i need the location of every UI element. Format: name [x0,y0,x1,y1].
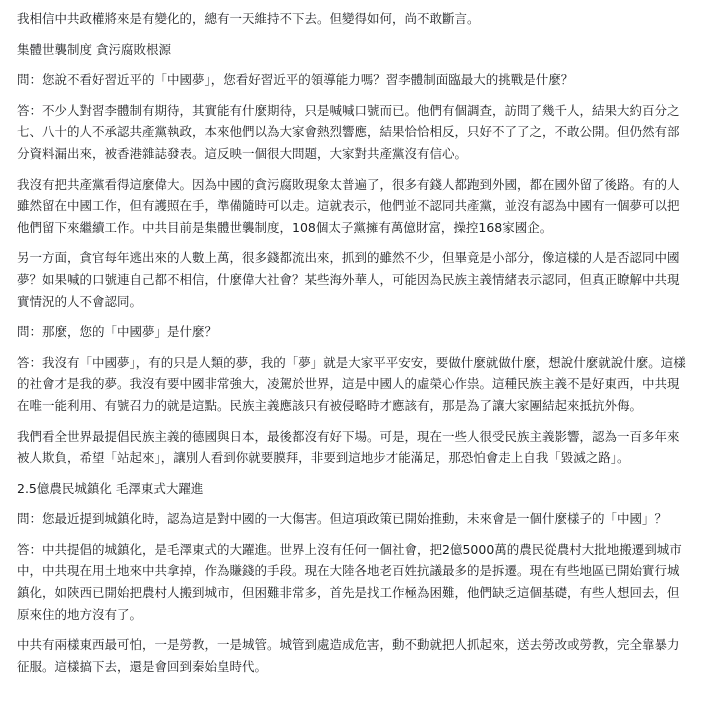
question-paragraph: 問：您最近提到城鎮化時，認為這是對中國的一大傷害。但這項政策已開始推動，未來會是一個什麼樣子的「中國」？ [17,511,668,527]
answer-paragraph: 答：不少人對習李體制有期待，其實能有什麼期待，只是喊喊口號而已。他們有個調查，訪問了幾千人，結果大約百分之七、八十的人不承認共產黨執政，本來他們以為大家會熱烈響應，結果恰恰相反，只好不了了之，不敢公開。但仍然有部分資料漏出來，被香港雜誌發表。這反映一個很大問題，大家對共產黨沒有信心。 [17,102,680,161]
question-paragraph: 問：您說不看好習近平的「中國夢」，您看好習近平的領導能力嗎？習李體制面臨最大的挑戰是什麼？ [17,72,574,88]
body-paragraph: 我沒有把共產黨看得這麼偉大。因為中國的貪污腐敗現象太普遍了，很多有錢人都跑到外國，都在國外留了後路。有的人雖然留在中國工作，但有護照在手，準備隨時可以走。這就表示，他們並不認同共產黨，並沒有認為中國有一個夢可以把他們留下來繼續工作。中共目前是集體世襲制度，108個太子黨擁有萬億財富，操控168家國企。 [17,176,680,235]
section-heading-urbanization: 2.5億農民城鎮化 毛澤東式大躍進 [17,480,204,496]
paragraph-intro: 我相信中共政權將來是有變化的，總有一天維持不下去。但變得如何，尚不敢斷言。 [17,11,480,26]
answer-paragraph: 答：中共提倡的城鎮化，是毛澤東式的大躍進。世界上沒有任何一個社會，把2億5000萬的農民從農村大批地搬遷到城市中，中共現在用土地來中共拿掉，作為賺錢的手段。現在大陸各地老百姓抗議最多的是拆遷。現在有些地區已開始實行城鎮化，如陝西已開始把農村人搬到城市，但困難非常多，首先是找工作極為困難，他們缺乏這個基礎，有些人想回去，但原來住的地方沒有了。 [17,541,682,622]
question-paragraph: 問：那麼，您的「中國夢」是什麼？ [17,324,218,340]
body-paragraph: 中共有兩樣東西最可怕，一是勞教，一是城管。城管到處造成危害，動不動就把人抓起來，送去勞改或勞教，完全靠暴力征服。這樣搞下去，還是會回到秦始皇時代。 [17,637,680,674]
body-paragraph: 另一方面，貪官每年逃出來的人數上萬，很多錢都流出來，抓到的雖然不少，但畢竟是小部分，像這樣的人是否認同中國夢？如果喊的口號連自己都不相信，什麼偉大社會？某些海外華人，可能因為民族主義情緒表示認同，但真正瞭解中共現實情況的人不會認同。 [17,250,680,309]
section-heading-hereditary-system: 集體世襲制度 貪污腐敗根源 [17,41,171,57]
body-paragraph: 我們看全世界最提倡民族主義的德國與日本，最後都沒有好下場。可是，現在一些人很受民族主義影響，認為一百多年來被人欺負，希望「站起來」，讓別人看到你就要膜拜，非要到這地步才能滿足，那恐怕會走上自我「毀滅之路」。 [17,428,680,466]
answer-paragraph: 答：我沒有「中國夢」，有的只是人類的夢，我的「夢」就是大家平平安安，要做什麼就做什麼，想說什麼就說什麼。這樣的社會才是我的夢。我沒有要中國非常強大，凌駕於世界，這是中國人的虛榮心作祟。這種民族主義不是好東西，中共現在唯一能利用、有號召力的就是這點。民族主義應該只有被侵略時才應該有，那是為了讓大家團結起來抵抗外侮。 [17,354,686,413]
